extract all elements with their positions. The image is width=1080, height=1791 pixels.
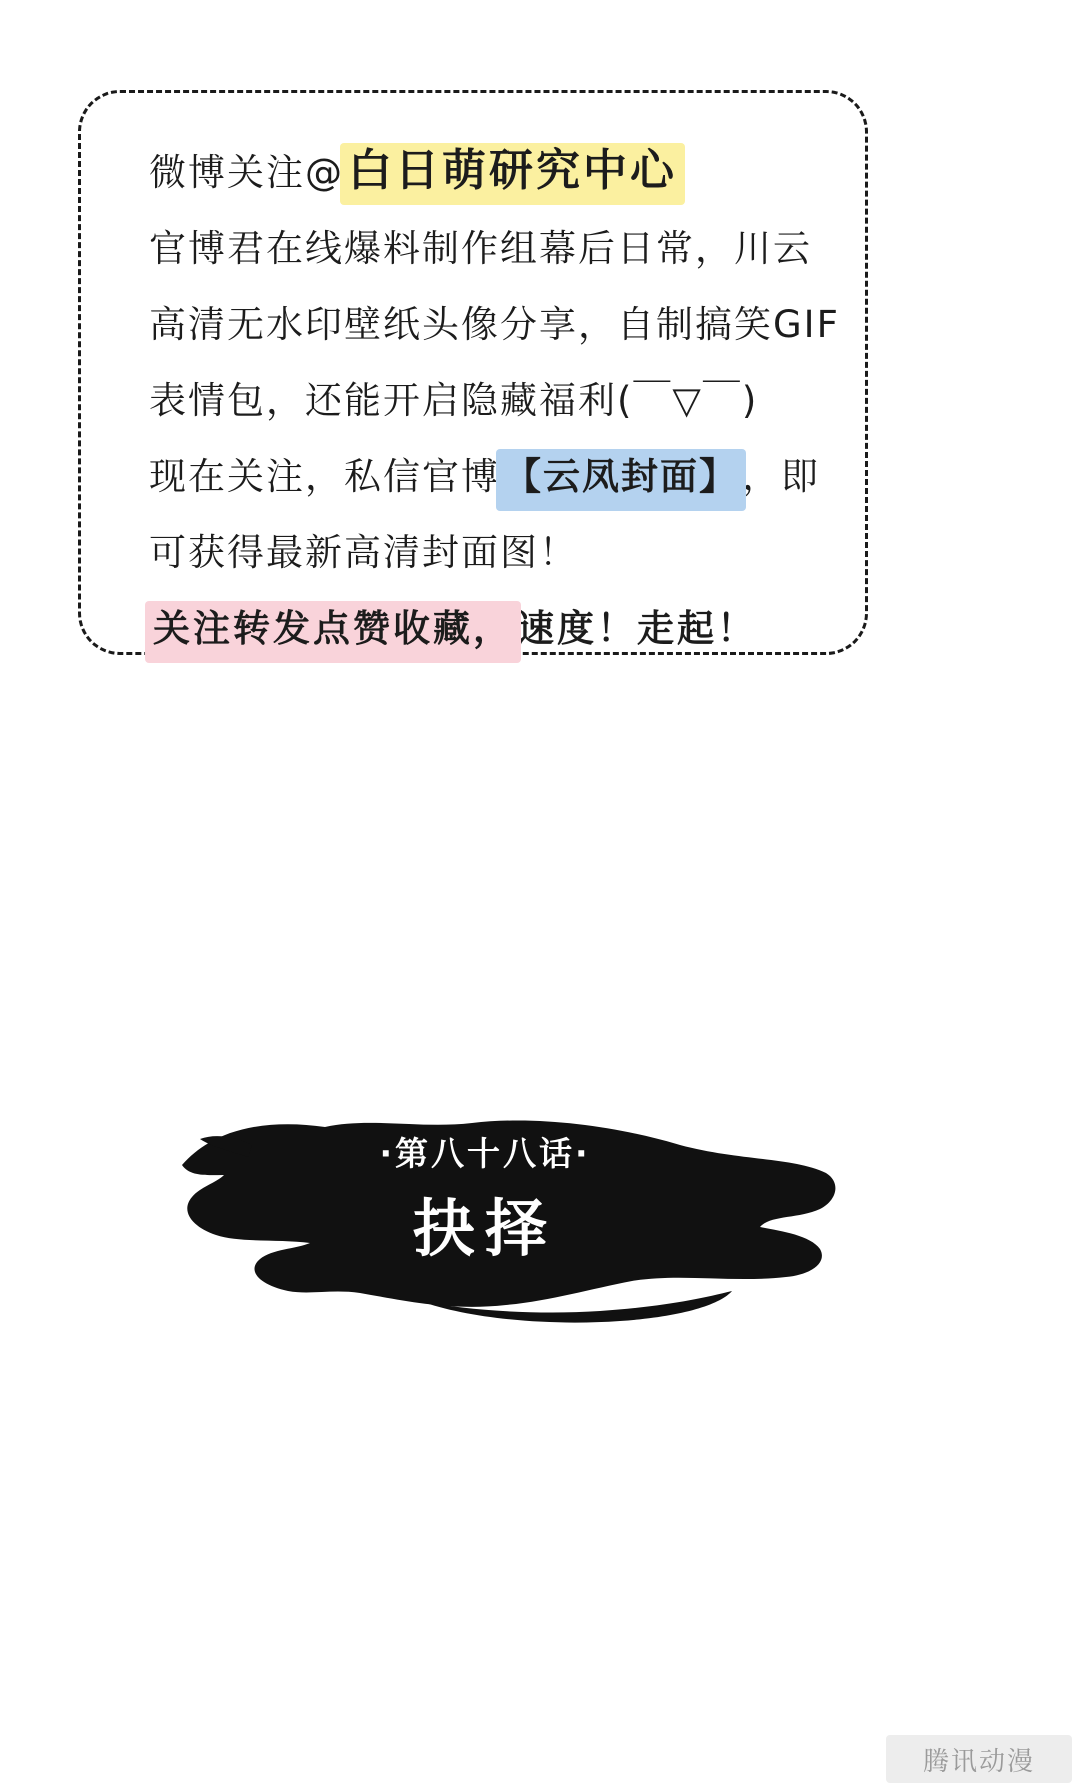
announcement-card [78,90,868,655]
call-to-action-highlight: 关注转发点赞收藏， [149,591,517,667]
chapter-title-text [120,1133,850,1275]
chapter-name-label: 抉择 [412,1192,557,1265]
chapter-title-block [120,1105,850,1330]
watermark-label: 腾讯动漫 [922,1746,1035,1777]
announcement-line-3: 高清无水印壁纸头像分享，自制搞笑GIF [149,303,840,346]
announcement-line-4: 表情包，还能开启隐藏福利(￣▽￣) [149,379,759,422]
chapter-number-label: ·第八十八话· [379,1134,591,1173]
announcement-line-2: 官博君在线爆料制作组幕后日常，川云 [149,227,812,270]
dm-prefix: 现在关注，私信官博 [149,455,500,498]
weibo-handle-highlight: 白日萌研究中心 [344,133,681,209]
announcement-text-block [149,133,840,667]
announcement-line-1 [149,133,825,211]
dm-suffix: ，即 [742,455,820,498]
call-to-action-rest: 速度！走起！ [517,607,757,650]
watermark-badge [886,1735,1072,1783]
announcement-line-5 [149,439,825,515]
weibo-follow-prefix: 微博关注@ [149,151,344,194]
announcement-line-7 [149,591,825,667]
announcement-line-6: 可获得最新高清封面图！ [149,531,578,574]
cover-keyword-highlight: 【云凤封面】 [500,439,742,515]
